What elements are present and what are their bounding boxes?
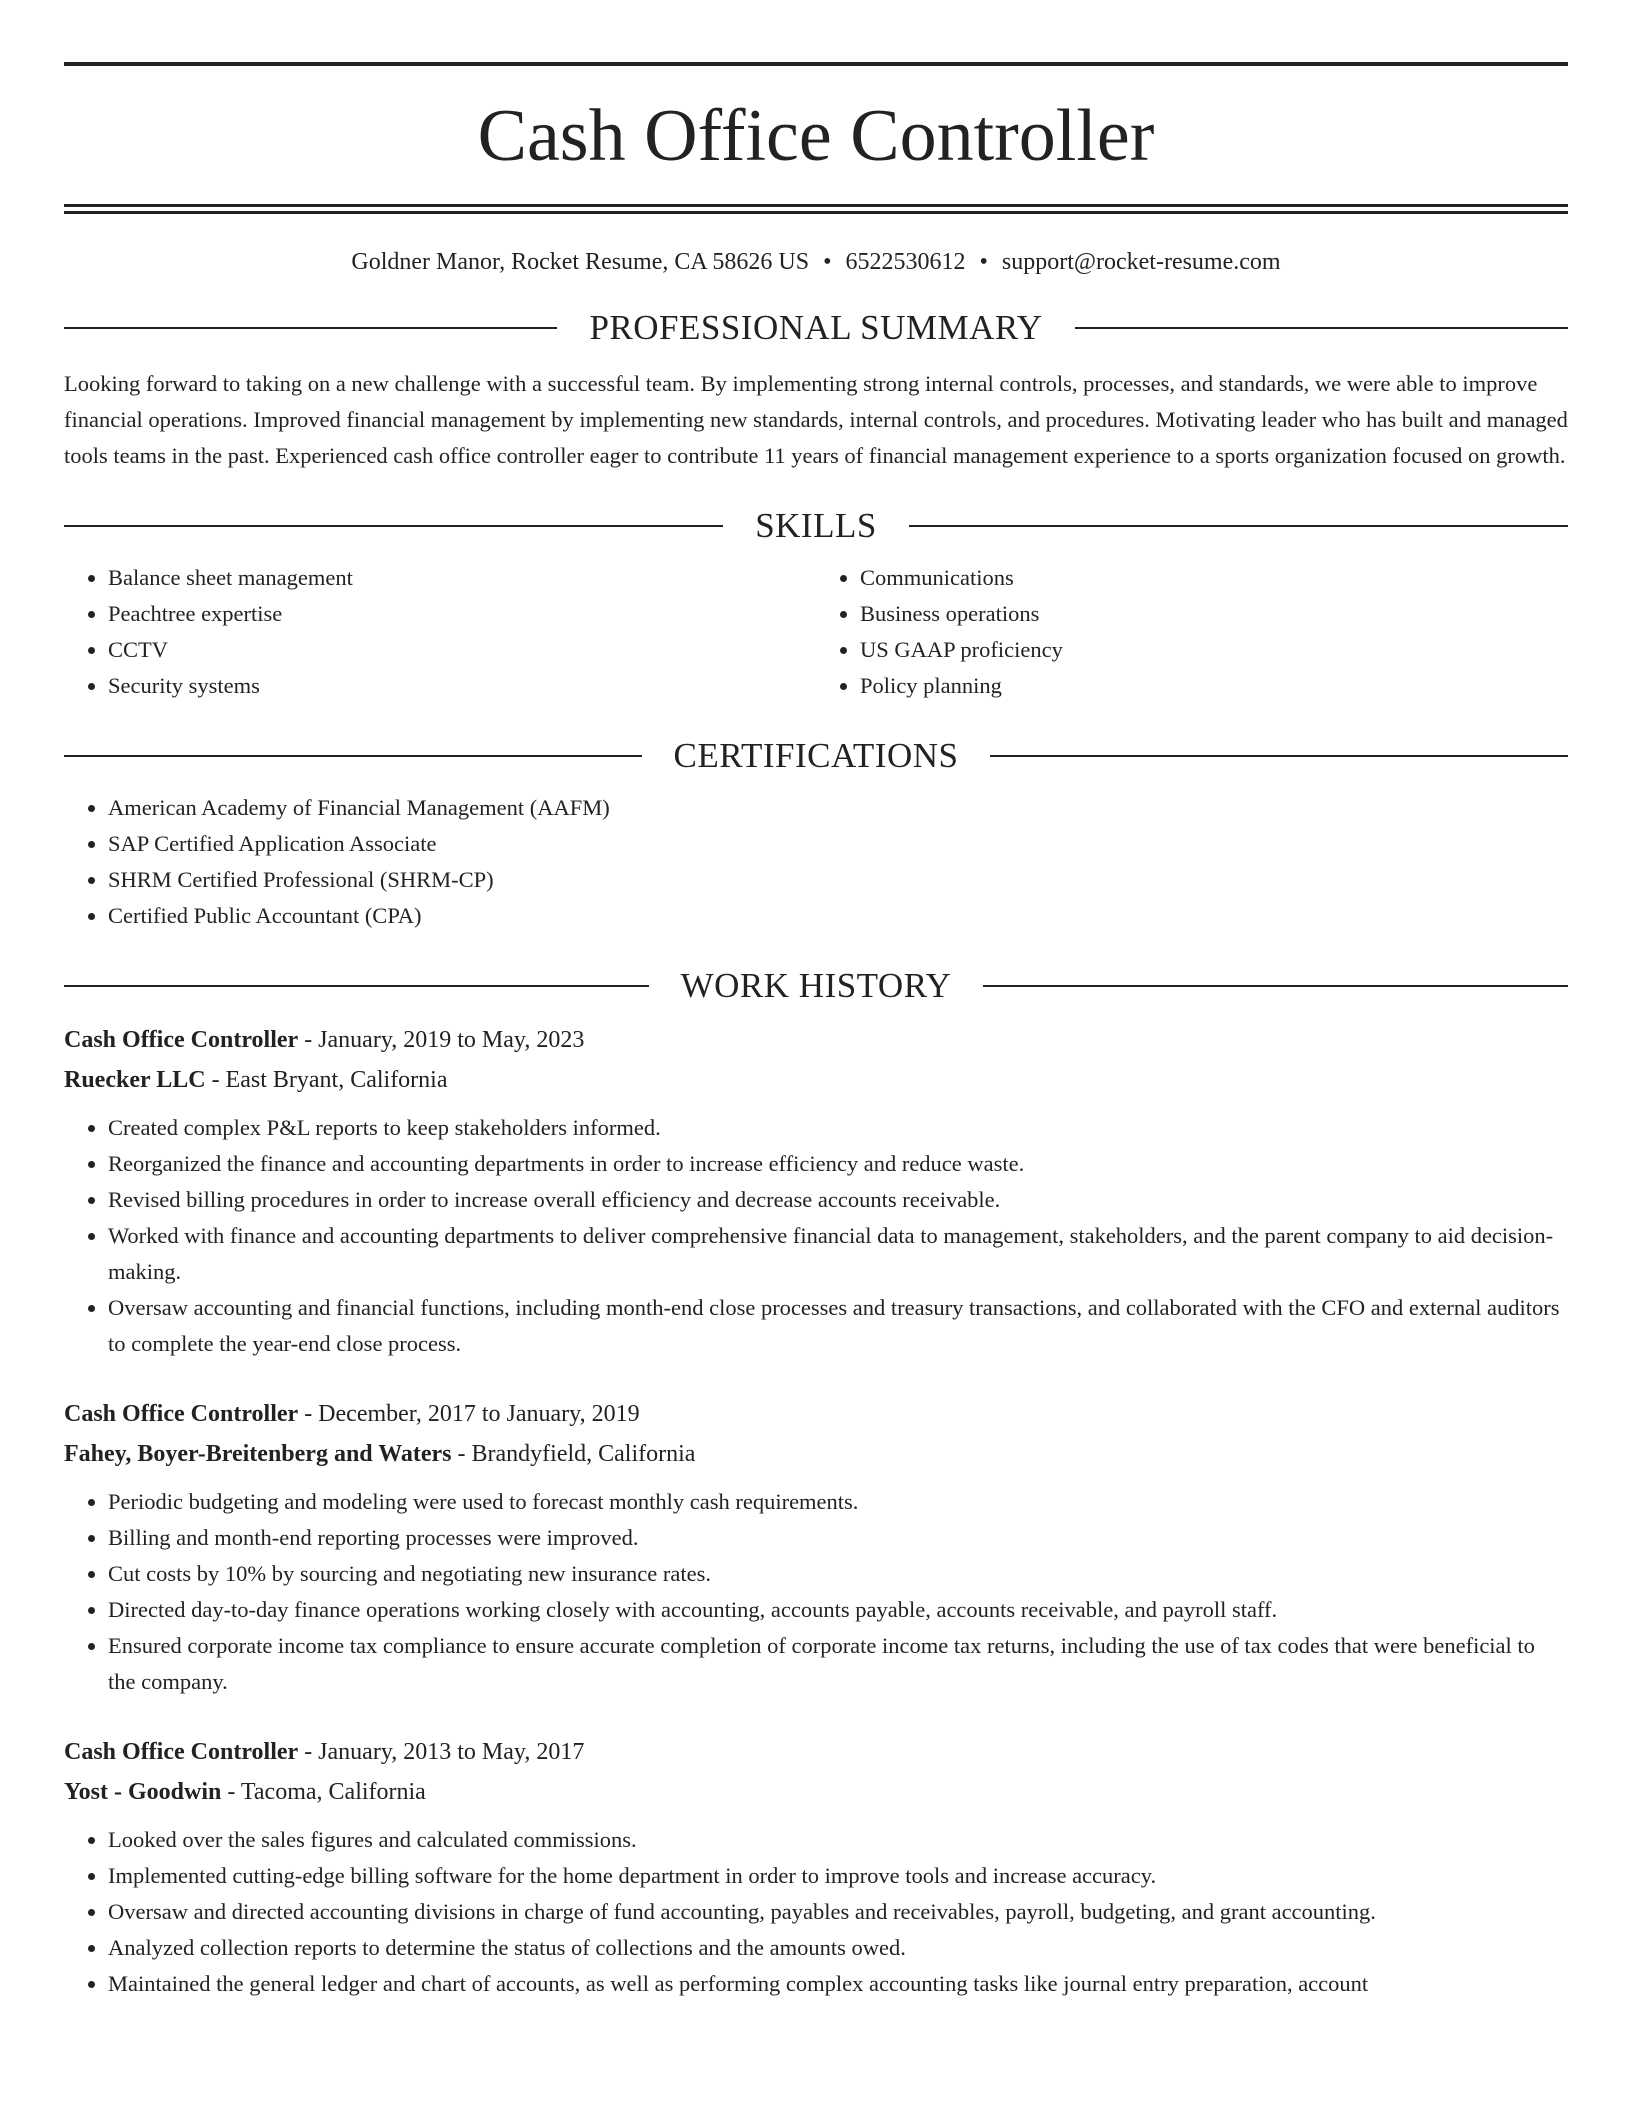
job-bullet: • Ensured corporate income tax compliance to ensure accurate completion of corporate income tax returns, including the use of tax codes that were beneficial to the company. <box>108 1628 1568 1700</box>
job-bullets <box>64 1822 1568 2002</box>
job-title-line <box>64 1394 1568 1434</box>
heading-rule <box>983 985 1568 987</box>
job-bullet: • Oversaw accounting and financial functions, including month-end close processes and treasury transactions, and collaborated with the CFO and external auditors to complete the year-end close process. <box>108 1290 1568 1362</box>
job-bullet: • Worked with finance and accounting departments to deliver comprehensive financial data to management, stakeholders, and the parent company to aid decision-making. <box>108 1218 1568 1290</box>
heading-rule <box>64 327 557 329</box>
job-bullet: • Periodic budgeting and modeling were used to forecast monthly cash requirements. <box>108 1484 1568 1520</box>
skills-column-right <box>816 560 1568 704</box>
certification-item: • SAP Certified Application Associate <box>108 826 1568 862</box>
job-bullet: • Reorganized the finance and accounting departments in order to increase efficiency and reduce waste. <box>108 1146 1568 1182</box>
section-heading-certifications <box>64 736 1568 776</box>
skill-item: • Communications <box>860 560 1568 596</box>
summary-paragraph: Looking forward to taking on a new challenge with a successful team. By implementing strong internal controls, processes, and standards, we were able to improve financial operations. Improved financial management by implementing new standards, internal controls, and procedures. Motivating leader who has built and managed tools teams in the past. Experienced cash office controller eager to contribute 11 years of financial management experience to a sports organization focused on growth. <box>64 371 1568 468</box>
job-bullet: • Created complex P&L reports to keep stakeholders informed. <box>108 1110 1568 1146</box>
job-dates: - January, 2019 to May, 2023 <box>298 1027 585 1053</box>
job-entry <box>64 1394 1568 1700</box>
skill-item: • CCTV <box>108 632 816 668</box>
job-location: - Brandyfield, California <box>451 1441 696 1467</box>
certification-item: • Certified Public Accountant (CPA) <box>108 898 1568 934</box>
section-heading-summary <box>64 308 1568 348</box>
job-title: Cash Office Controller <box>64 1401 299 1427</box>
job-bullet: • Oversaw and directed accounting divisions in charge of fund accounting, payables and receivables, payroll, budgeting, and grant accounting. <box>108 1894 1568 1930</box>
job-entry <box>64 1020 1568 1362</box>
job-title: Cash Office Controller <box>64 1027 299 1053</box>
job-entry <box>64 1732 1568 2002</box>
resume-title: Cash Office Controller <box>477 95 1155 177</box>
title-double-rule <box>64 204 1568 214</box>
heading-rule <box>1075 327 1568 329</box>
job-title-line <box>64 1020 1568 1060</box>
job-dates: - January, 2013 to May, 2017 <box>298 1739 585 1765</box>
skills-list <box>64 560 1568 704</box>
job-dates: - December, 2017 to January, 2019 <box>298 1401 640 1427</box>
job-location: - East Bryant, California <box>205 1067 448 1093</box>
job-company-line <box>64 1060 1568 1100</box>
heading-rule <box>64 755 642 757</box>
job-title: Cash Office Controller <box>64 1739 299 1765</box>
section-heading-text: PROFESSIONAL SUMMARY <box>589 308 1043 347</box>
job-company: Ruecker LLC <box>64 1067 206 1093</box>
section-heading-work-history <box>64 966 1568 1006</box>
job-bullet: • Maintained the general ledger and chart of accounts, as well as performing complex accounting tasks like journal entry preparation, account <box>108 1966 1568 2002</box>
skill-item: • Peachtree expertise <box>108 596 816 632</box>
section-heading-text: WORK HISTORY <box>680 966 952 1005</box>
job-bullet: • Billing and month-end reporting processes were improved. <box>108 1520 1568 1556</box>
skill-item: • Policy planning <box>860 668 1568 704</box>
job-bullet: • Cut costs by 10% by sourcing and negotiating new insurance rates. <box>108 1556 1568 1592</box>
job-bullet: • Revised billing procedures in order to increase overall efficiency and decrease accounts receivable. <box>108 1182 1568 1218</box>
contact-separator: • <box>979 249 988 275</box>
skills-column-left <box>64 560 816 704</box>
contact-line <box>64 248 1568 276</box>
contact-email: support@rocket-resume.com <box>1001 249 1281 275</box>
heading-rule <box>990 755 1568 757</box>
skill-item: • Balance sheet management <box>108 560 816 596</box>
top-rule <box>64 62 1568 66</box>
skill-item: • US GAAP proficiency <box>860 632 1568 668</box>
contact-address: Goldner Manor, Rocket Resume, CA 58626 US <box>351 249 810 275</box>
job-company-line <box>64 1434 1568 1474</box>
job-bullet: • Looked over the sales figures and calculated commissions. <box>108 1822 1568 1858</box>
job-title-line <box>64 1732 1568 1772</box>
skill-item: • Security systems <box>108 668 816 704</box>
heading-rule <box>64 985 649 987</box>
heading-rule <box>909 525 1568 527</box>
section-heading-text: SKILLS <box>755 506 877 545</box>
job-company: Fahey, Boyer-Breitenberg and Waters <box>64 1441 452 1467</box>
job-company-line <box>64 1772 1568 1812</box>
job-location: - Tacoma, California <box>221 1779 426 1805</box>
job-bullets <box>64 1484 1568 1700</box>
certification-item: • SHRM Certified Professional (SHRM-CP) <box>108 862 1568 898</box>
job-bullet: • Analyzed collection reports to determine the status of collections and the amounts owed. <box>108 1930 1568 1966</box>
section-heading-text: CERTIFICATIONS <box>673 736 959 775</box>
section-heading-skills <box>64 506 1568 546</box>
skill-item: • Business operations <box>860 596 1568 632</box>
job-bullets <box>64 1110 1568 1362</box>
job-company: Yost - Goodwin <box>64 1779 222 1805</box>
certification-item: • American Academy of Financial Management (AAFM) <box>108 790 1568 826</box>
job-bullet: • Directed day-to-day finance operations working closely with accounting, accounts payable, accounts receivable, and payroll staff. <box>108 1592 1568 1628</box>
job-bullet: • Implemented cutting-edge billing software for the home department in order to improve tools and increase accuracy. <box>108 1858 1568 1894</box>
heading-rule <box>64 525 723 527</box>
contact-separator: • <box>823 249 832 275</box>
certifications-list <box>64 790 1568 934</box>
contact-phone: 6522530612 <box>845 249 966 275</box>
